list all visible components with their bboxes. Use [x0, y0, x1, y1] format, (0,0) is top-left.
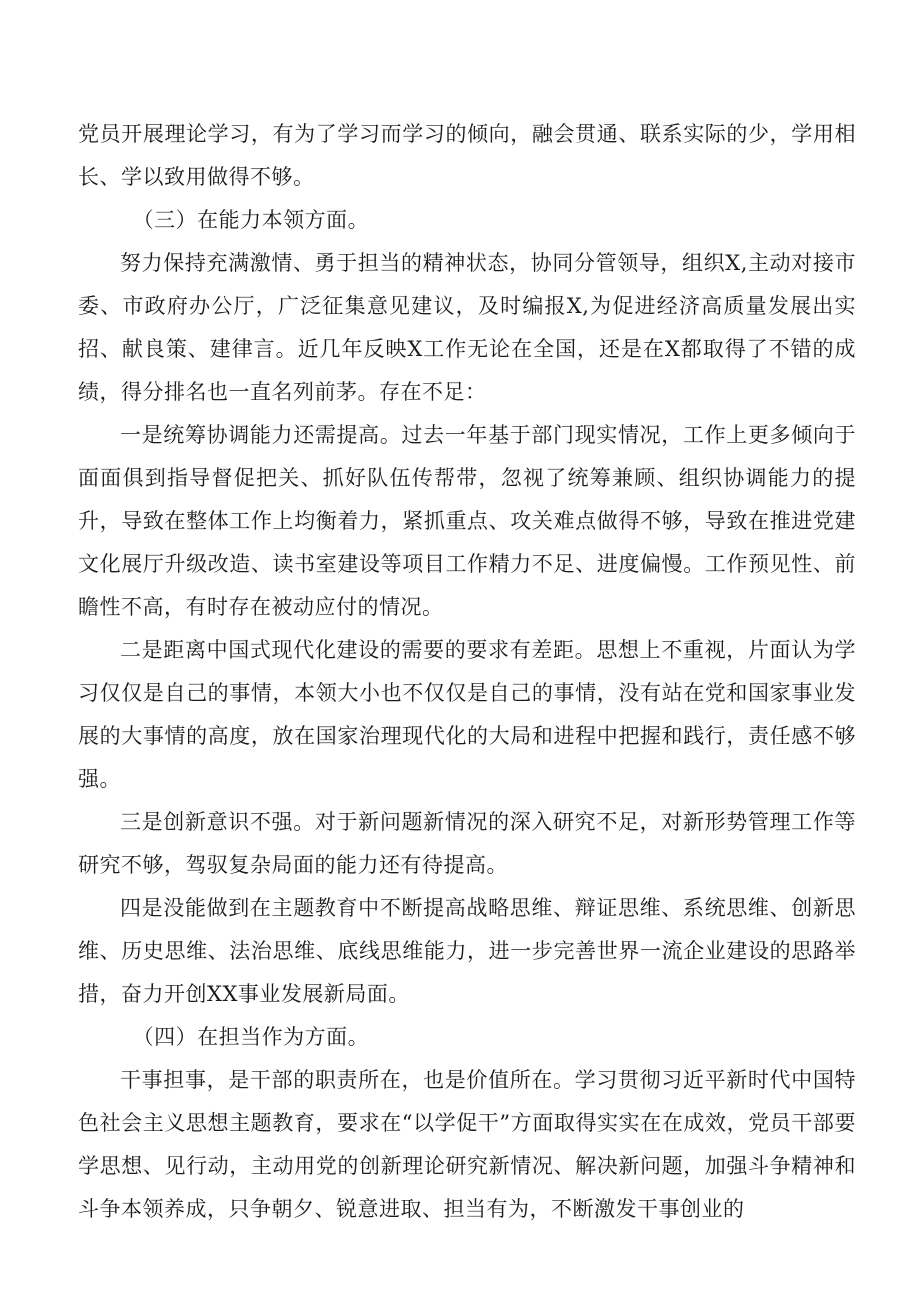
section-heading-ability: （三）在能力本领方面。: [132, 208, 370, 232]
paragraph-continuation: 党员开展理论学习，有为了学习而学习的倾向，融会贯通、联系实际的少，学用相长、学以致用做得不够。: [78, 122, 856, 189]
document-body: [78, 113, 856, 1231]
section-heading-responsibility: （四）在担当作为方面。: [132, 1025, 370, 1049]
paragraph-point-two: 二是距离中国式现代化建设的需要的要求有差距。思想上不重视，片面认为学习仅仅是自己的事情，本领大小也不仅仅是自己的事情，没有站在党和国家事业发展的大事情的高度，放在国家治理现代化的大局和进程中把握和践行，责任感不够强。: [78, 638, 856, 791]
paragraph-responsibility: 干事担事，是干部的职责所在，也是价值所在。学习贯彻习近平新时代中国特色社会主义思想主题教育，要求在“以学促干”方面取得实实在在成效，党员干部要学思想、见行动，主动用党的创新理论研究新情况、解决新问题，加强斗争精神和斗争本领养成，只争朝夕、锐意进取、担当有为，不断激发干事创业的: [78, 1068, 856, 1221]
paragraph-point-four: 四是没能做到在主题教育中不断提高战略思维、辩证思维、系统思维、创新思维、历史思维、法治思维、底线思维能力，进一步完善世界一流企业建设的思路举措，奋力开创XX事业发展新局面。: [78, 896, 856, 1006]
paragraph-point-one: 一是统筹协调能力还需提高。过去一年基于部门现实情况，工作上更多倾向于面面俱到指导督促把关、抓好队伍传帮带，忽视了统筹兼顾、组织协调能力的提升，导致在整体工作上均衡着力，紧抓重点、攻关难点做得不够，导致在推进党建文化展厅升级改造、读书室建设等项目工作精力不足、进度偏慢。工作预见性、前瞻性不高，有时存在被动应付的情况。: [78, 423, 856, 619]
paragraph-point-three: 三是创新意识不强。对于新问题新情况的深入研究不足，对新形势管理工作等研究不够，驾驭复杂局面的能力还有待提高。: [78, 810, 856, 877]
paragraph-ability-intro: 努力保持充满激情、勇于担当的精神状态，协同分管领导，组织X,主动对接市委、市政府办公厅，广泛征集意见建议，及时编报X,为促进经济高质量发展出实招、献良策、建律言。近几年反映X工作无论在全国，还是在X都取得了不错的成绩，得分排名也一直名列前茅。存在不足：: [78, 251, 856, 404]
